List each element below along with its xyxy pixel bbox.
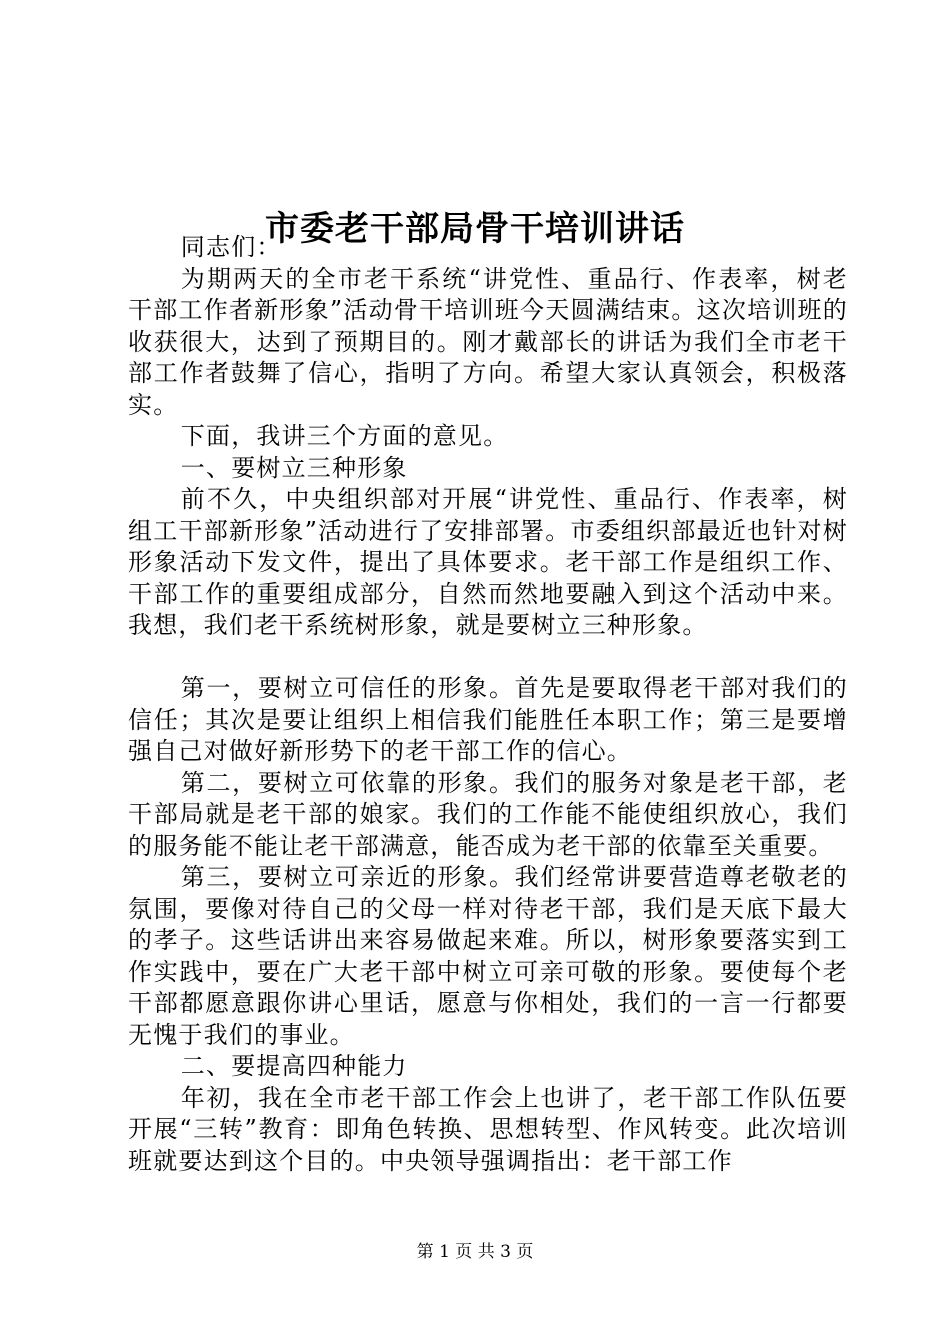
- section-heading-1: 一、要树立三种形象: [180, 453, 408, 482]
- paragraph-image-2: 第二，要树立可依靠的形象。我们的服务对象是老干部，老干部局就是老干部的娘家。我们的工作能不能使组织放心，我们的服务能不能让老干部满意，能否成为老干部的依靠至关重要。: [128, 768, 848, 860]
- paragraph-image-3: 第三，要树立可亲近的形象。我们经常讲要营造尊老敬老的氛围，要像对待自己的父母一样对待老干部，我们是天底下最大的孝子。这些话讲出来容易做起来难。所以，树形象要落实到工作实践中，要在广大老干部中树立可亲可敬的形象。要使每个老干部都愿意跟你讲心里话，愿意与你相处，我们的一言一行都要无愧于我们的事业。: [128, 863, 848, 1049]
- page-footer: 第 1 页 共 3 页: [416, 1242, 534, 1262]
- document-title: 市委老干部局骨干培训讲话: [265, 208, 685, 249]
- salutation: 同志们：: [180, 233, 282, 261]
- paragraph-image-1: 第一，要树立可信任的形象。首先是要取得老干部对我们的信任；其次是要让组织上相信我们能胜任本职工作；第三是要增强自己对做好新形势下的老干部工作的信心。: [128, 674, 848, 765]
- paragraph-section-1: 前不久，中央组织部对开展“讲党性、重品行、作表率，树组工干部新形象”活动进行了安排部署。市委组织部最近也针对树形象活动下发文件，提出了具体要求。老干部工作是组织工作、干部工作的重要组成部分，自然而然地要融入到这个活动中来。我想，我们老干系统树形象，就是要树立三种形象。: [128, 485, 848, 639]
- paragraph-overview: 下面，我讲三个方面的意见。: [180, 422, 509, 450]
- section-heading-2: 二、要提高四种能力: [180, 1052, 408, 1080]
- document-body: [128, 232, 848, 1177]
- paragraph-section-2: 年初，我在全市老干部工作会上也讲了，老干部工作队伍要开展“三转”教育：即角色转换、思想转型、作风转变。此次培训班就要达到这个目的。中央领导强调指出：老干部工作: [128, 1083, 848, 1175]
- paragraph-intro: 为期两天的全市老干系统“讲党性、重品行、作表率，树老干部工作者新形象”活动骨干培训班今天圆满结束。这次培训班的收获很大，达到了预期目的。刚才戴部长的讲话为我们全市老干部工作者鼓舞了信心，指明了方向。希望大家认真领会，积极落实。: [128, 264, 848, 419]
